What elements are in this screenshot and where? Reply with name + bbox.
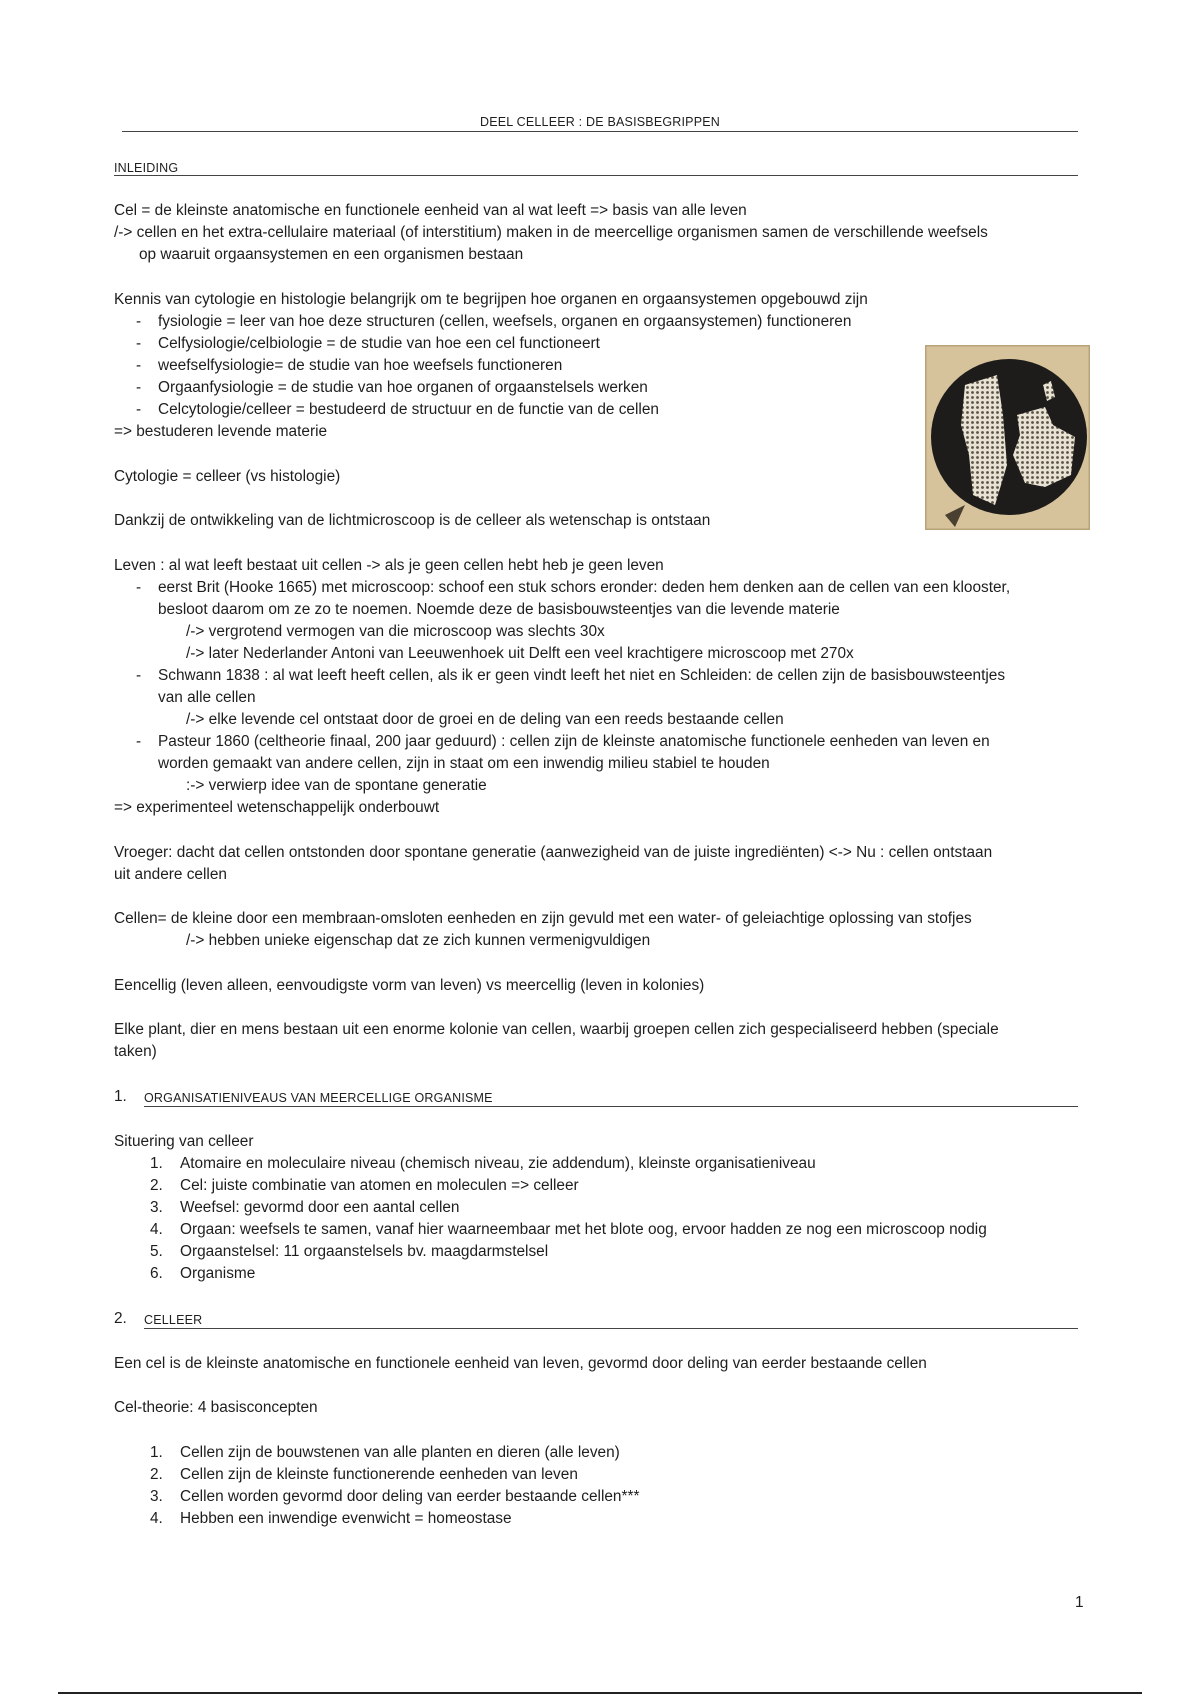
numbered-item: 2. Cel: juiste combinatie van atomen en moleculen => celleer: [150, 1177, 579, 1194]
list-item-cont: besloot daarom om ze zo te noemen. Noemde deze de basisbouwsteentjes van die levende materie: [158, 601, 840, 618]
vroeger-line-1: Vroeger: dacht dat cellen ontstonden door spontane generatie (aanwezigheid van de juiste ingrediënten) <-> Nu : cellen ontstaan: [114, 844, 993, 861]
dankzij-line: Dankzij de ontwikkeling van de lichtmicroscoop is de celleer als wetenschap is ontstaan: [114, 512, 711, 529]
section-2-rule: [144, 1328, 1078, 1329]
numbered-item: 1. Atomaire en moleculaire niveau (chemisch niveau, zie addendum), kleinste organisatieniveau: [150, 1155, 816, 1172]
leven-intro: Leven : al wat leeft bestaat uit cellen -> als je geen cellen hebt heb je geen leven: [114, 557, 664, 574]
list-item: - Schwann 1838 : al wat leeft heeft cellen, als ik er geen vindt leeft het niet en Schleiden: de cellen zijn de basisbouwsteentjes: [136, 667, 1006, 684]
cellen-def-line-1: Cellen= de kleine door een membraan-omsloten eenheden en zijn gevuld met een water- of geleiachtige oplossing van stofjes: [114, 910, 972, 927]
kennis-conclusion: => bestuderen levende materie: [114, 423, 328, 440]
intro-line-1: Cel = de kleinste anatomische en functionele eenheid van al wat leeft => basis van alle leven: [114, 202, 747, 219]
vroeger-line-2: uit andere cellen: [114, 866, 227, 883]
list-item: - fysiologie = leer van hoe deze structuren (cellen, weefsels, organen en orgaansystemen) functioneren: [136, 313, 852, 330]
kennis-intro: Kennis van cytologie en histologie belangrijk om te begrijpen hoe organen en orgaansystemen opgebouwd zijn: [114, 291, 868, 308]
leven-conclusion: => experimenteel wetenschappelijk onderbouwt: [114, 799, 440, 816]
section-heading-inleiding: INLEIDING: [114, 161, 179, 175]
elke-plant-line-1: Elke plant, dier en mens bestaan uit een enorme kolonie van cellen, waarbij groepen cellen zich gespecialiseerd hebben (speciale: [114, 1021, 999, 1038]
section-2-definition: Een cel is de kleinste anatomische en functionele eenheid van leven, gevormd door deling van eerder bestaande cellen: [114, 1355, 927, 1372]
numbered-item: 3. Cellen worden gevormd door deling van eerder bestaande cellen***: [150, 1488, 640, 1505]
list-subitem: :-> verwierp idee van de spontane generatie: [186, 777, 487, 794]
numbered-item: 4. Orgaan: weefsels te samen, vanaf hier waarneembaar met het blote oog, ervoor hadden ze nog een microscoop nodig: [150, 1221, 987, 1238]
list-item: - Celfysiologie/celbiologie = de studie van hoe een cel functioneert: [136, 335, 600, 352]
numbered-item: 2. Cellen zijn de kleinste functionerende eenheden van leven: [150, 1466, 578, 1483]
numbered-item: 1. Cellen zijn de bouwstenen van alle planten en dieren (alle leven): [150, 1444, 620, 1461]
inleiding-rule: [114, 175, 1078, 176]
numbered-item: 6. Organisme: [150, 1265, 256, 1282]
page-number: 1: [1075, 1594, 1084, 1611]
list-subitem: /-> elke levende cel ontstaat door de groei en de deling van een reeds bestaande cellen: [186, 711, 784, 728]
elke-plant-line-2: taken): [114, 1043, 157, 1060]
section-1-intro: Situering van celleer: [114, 1133, 254, 1150]
list-item: - Celcytologie/celleer = bestudeerd de structuur en de functie van de cellen: [136, 401, 659, 418]
numbered-item: 3. Weefsel: gevormd door een aantal cellen: [150, 1199, 460, 1216]
eencellig-line: Eencellig (leven alleen, eenvoudigste vorm van leven) vs meercellig (leven in kolonies): [114, 977, 705, 994]
section-2-number: 2.: [114, 1310, 127, 1327]
list-item-cont: van alle cellen: [158, 689, 256, 706]
list-item: - Pasteur 1860 (celtheorie finaal, 200 jaar geduurd) : cellen zijn de kleinste anatomische functionele eenheden van leven en: [136, 733, 990, 750]
intro-line-3: op waaruit orgaansystemen en een organismen bestaan: [139, 246, 524, 263]
numbered-item: 4. Hebben een inwendige evenwicht = homeostase: [150, 1510, 512, 1527]
numbered-item: 5. Orgaanstelsel: 11 orgaanstelsels bv. maagdarmstelsel: [150, 1243, 549, 1260]
section-1-rule: [144, 1106, 1078, 1107]
list-item: - weefselfysiologie= de studie van hoe weefsels functioneren: [136, 357, 563, 374]
list-subitem: /-> vergrotend vermogen van die microscoop was slechts 30x: [186, 623, 605, 640]
section-1-heading: ORGANISATIENIVEAUS VAN MEERCELLIGE ORGANISME: [144, 1091, 493, 1105]
cellen-def-line-2: /-> hebben unieke eigenschap dat ze zich kunnen vermenigvuldigen: [186, 932, 651, 949]
section-2-heading: CELLEER: [144, 1313, 203, 1327]
list-item-cont: worden gemaakt van andere cellen, zijn in staat om een inwendig milieu stabiel te houden: [158, 755, 770, 772]
footer-rule: [58, 1692, 1142, 1694]
intro-line-2: /-> cellen en het extra-cellulaire materiaal (of interstitium) maken in de meercellige organismen samen de verschillende weefsels: [114, 224, 988, 241]
section-1-number: 1.: [114, 1088, 127, 1105]
list-subitem: /-> later Nederlander Antoni van Leeuwenhoek uit Delft een veel krachtigere microscoop met 270x: [186, 645, 854, 662]
cytologie-line: Cytologie = celleer (vs histologie): [114, 468, 341, 485]
list-item: - Orgaanfysiologie = de studie van hoe organen of orgaanstelsels werken: [136, 379, 648, 396]
cel-theorie-intro: Cel-theorie: 4 basisconcepten: [114, 1399, 318, 1416]
list-item: - eerst Brit (Hooke 1665) met microscoop: schoof een stuk schors eronder: deden hem denken aan de cellen van een klooster,: [136, 579, 1011, 596]
page-title: DEEL CELLEER : DE BASISBEGRIPPEN: [479, 115, 721, 129]
hooke-cork-illustration: [925, 345, 1090, 530]
